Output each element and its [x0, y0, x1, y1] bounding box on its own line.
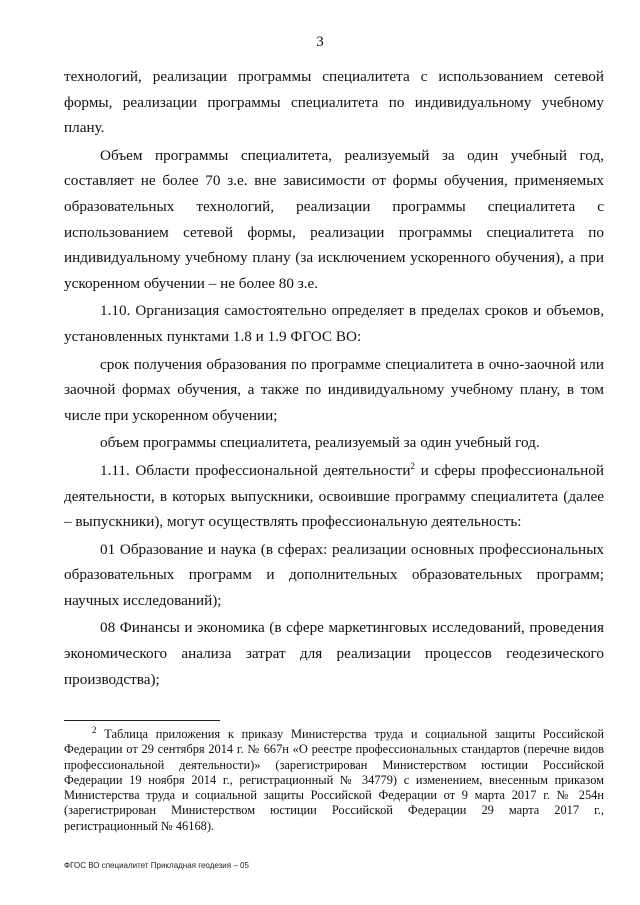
- paragraph-continuation: технологий, реализации программы специалитета с использованием сетевой формы, реализации программы специалитета по индивидуальному учебному плану.: [64, 68, 604, 137]
- footnote: [64, 724, 604, 834]
- footnote-separator: [64, 720, 220, 721]
- page-number: 3: [316, 34, 324, 50]
- paragraph-1-11: [64, 458, 604, 535]
- paragraph-volume: Объем программы специалитета, реализуемый за один учебный год, составляет не более 70 з.е. вне зависимости от формы обучения, применяемых образовательных технологий, реализации программы специалитета с использованием сетевой формы, реализации программы специалитета по индивидуальному учебному плану (за исключением ускоренного обучения), а при ускоренном обучении – не более 80 з.е.: [64, 146, 604, 292]
- paragraph-annual-volume: объем программы специалитета, реализуемый за один учебный год.: [100, 434, 540, 452]
- paragraph-area-08: 08 Финансы и экономика (в сфере маркетинговых исследований, проведения экономического анализа затрат для реализации процессов геодезического производства);: [64, 619, 604, 688]
- paragraph-study-period: срок получения образования по программе специалитета в очно-заочной или заочной формах обучения, а также по индивидуальному учебному плану, в том числе при ускоренном обучении;: [64, 355, 604, 424]
- document-body: [64, 64, 604, 692]
- footnote-mark: 2: [92, 724, 97, 735]
- paragraph-1-11-start: 1.11. Области профессиональной деятельности: [100, 461, 411, 479]
- paragraph-1-10: 1.10. Организация самостоятельно определяет в пределах сроков и объемов, установленных пунктами 1.8 и 1.9 ФГОС ВО:: [64, 302, 604, 345]
- footnote-text: Таблица приложения к приказу Министерства труда и социальной защиты Российской Федерации от 29 сентября 2014 г. № 667н «О реестре профессиональных стандартов (перечне видов профессиональной деятельности)» (зарегистрирован Министерством юстиции Российской Федерации 19 ноября 2014 г., регистрационный № 34779) с изменением, внесенным приказом Министерства труда и социальной защиты Российской Федерации от 9 марта 2017 г. № 254н (зарегистрирован Министерством юстиции Российской Федерации 29 марта 2017 г., регистрационный № 46168).: [64, 727, 604, 833]
- paragraph-area-01: 01 Образование и наука (в сферах: реализации основных профессиональных образовательных программ и дополнительных образовательных программ; научных исследований);: [64, 540, 604, 609]
- paragraph-1-11-end: и сферы профессиональной деятельности, в которых выпускники, освоившие программу специалитета (далее – выпускники), могут осуществлять профессиональную деятельность:: [64, 461, 604, 531]
- footnote-reference[interactable]: 2: [410, 460, 415, 471]
- page-footer: ФГОС ВО специалитет Прикладная геодезия – 05: [64, 861, 249, 870]
